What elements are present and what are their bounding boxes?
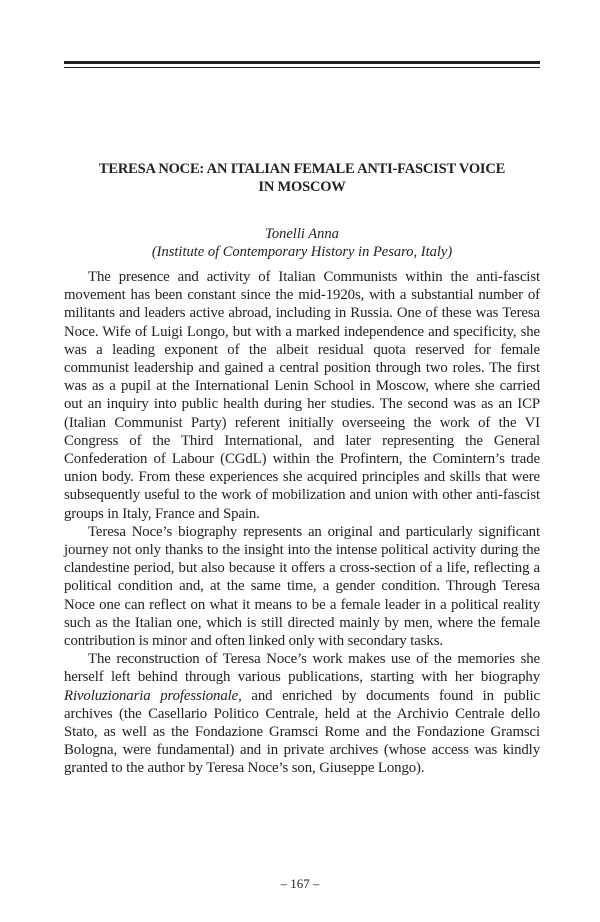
- author-name: Tonelli Anna: [265, 226, 339, 242]
- title-line-1: TERESA NOCE: AN ITALIAN FEMALE ANTI-FASCIST VOICE: [98, 161, 506, 177]
- paragraph-1: The presence and activity of Italian Communists within the anti-fascist movement has been constant since the mid-1920s, with a substantial number of militants and leaders active abroad, including in Russia. One of these was Teresa Noce. Wife of Luigi Longo, but with a marked independence and specificity, she was a leading exponent of the albeit residual quota reserved for female communist leadership and gained a central position through two roles. The first was as a pupil at the International Lenin School in Moscow, where she carried out an inquiry into public health during her studies. The second was as an ICP (Italian Communist Party) referent initially overseeing the work of the VI Congress of the Third International, and later representing the General Confederation of Labour (CGdL) within the Profintern, the Comintern’s trade union body. From these experiences she acquired principles and skills that were subsequently useful to the work of mobilization and union with other anti-fascist groups in Italy, France and Spain.: [64, 269, 540, 522]
- article-title: [64, 160, 540, 196]
- paragraph-3-start: The reconstruction of Teresa Noce’s work makes use of the memories she herself left behind through various publications, starting with her biography: [64, 651, 540, 686]
- paragraph-3: [64, 650, 540, 777]
- paragraph-2: Teresa Noce’s biography represents an original and particularly significant journey not only thanks to the insight into the intense political activity during the clandestine period, but also because it offers a cross-section of a life, reflecting a political condition and, at the same time, a gender condition. Through Teresa Noce one can reflect on what it means to be a female leader in a political reality such as the Italian one, which is still directed mainly by men, where the female contribution is minor and often linked only with secondary tasks.: [64, 523, 540, 650]
- book-title: Rivoluzionaria professionale: [64, 687, 239, 704]
- author-affiliation: (Institute of Contemporary History in Pesaro, Italy): [151, 244, 453, 260]
- title-line-2: IN MOSCOW: [258, 179, 346, 195]
- article-body: [64, 268, 540, 778]
- header-rule-thick: [64, 61, 540, 64]
- author-block: [64, 225, 540, 261]
- page-number: – 167 –: [280, 876, 320, 891]
- header-rule-thin: [64, 67, 540, 68]
- paragraph-3-end: , and enriched by documents found in public archives (the Casellario Politico Centrale, held at the Archivio Centrale dello Stato, as well as the Fondazione Gramsci Rome and the Fondazione Gramsci Bologna, were fundamental) and in private archives (whose access was kindly granted to the author by Teresa Noce’s son, Giuseppe Longo).: [64, 687, 541, 777]
